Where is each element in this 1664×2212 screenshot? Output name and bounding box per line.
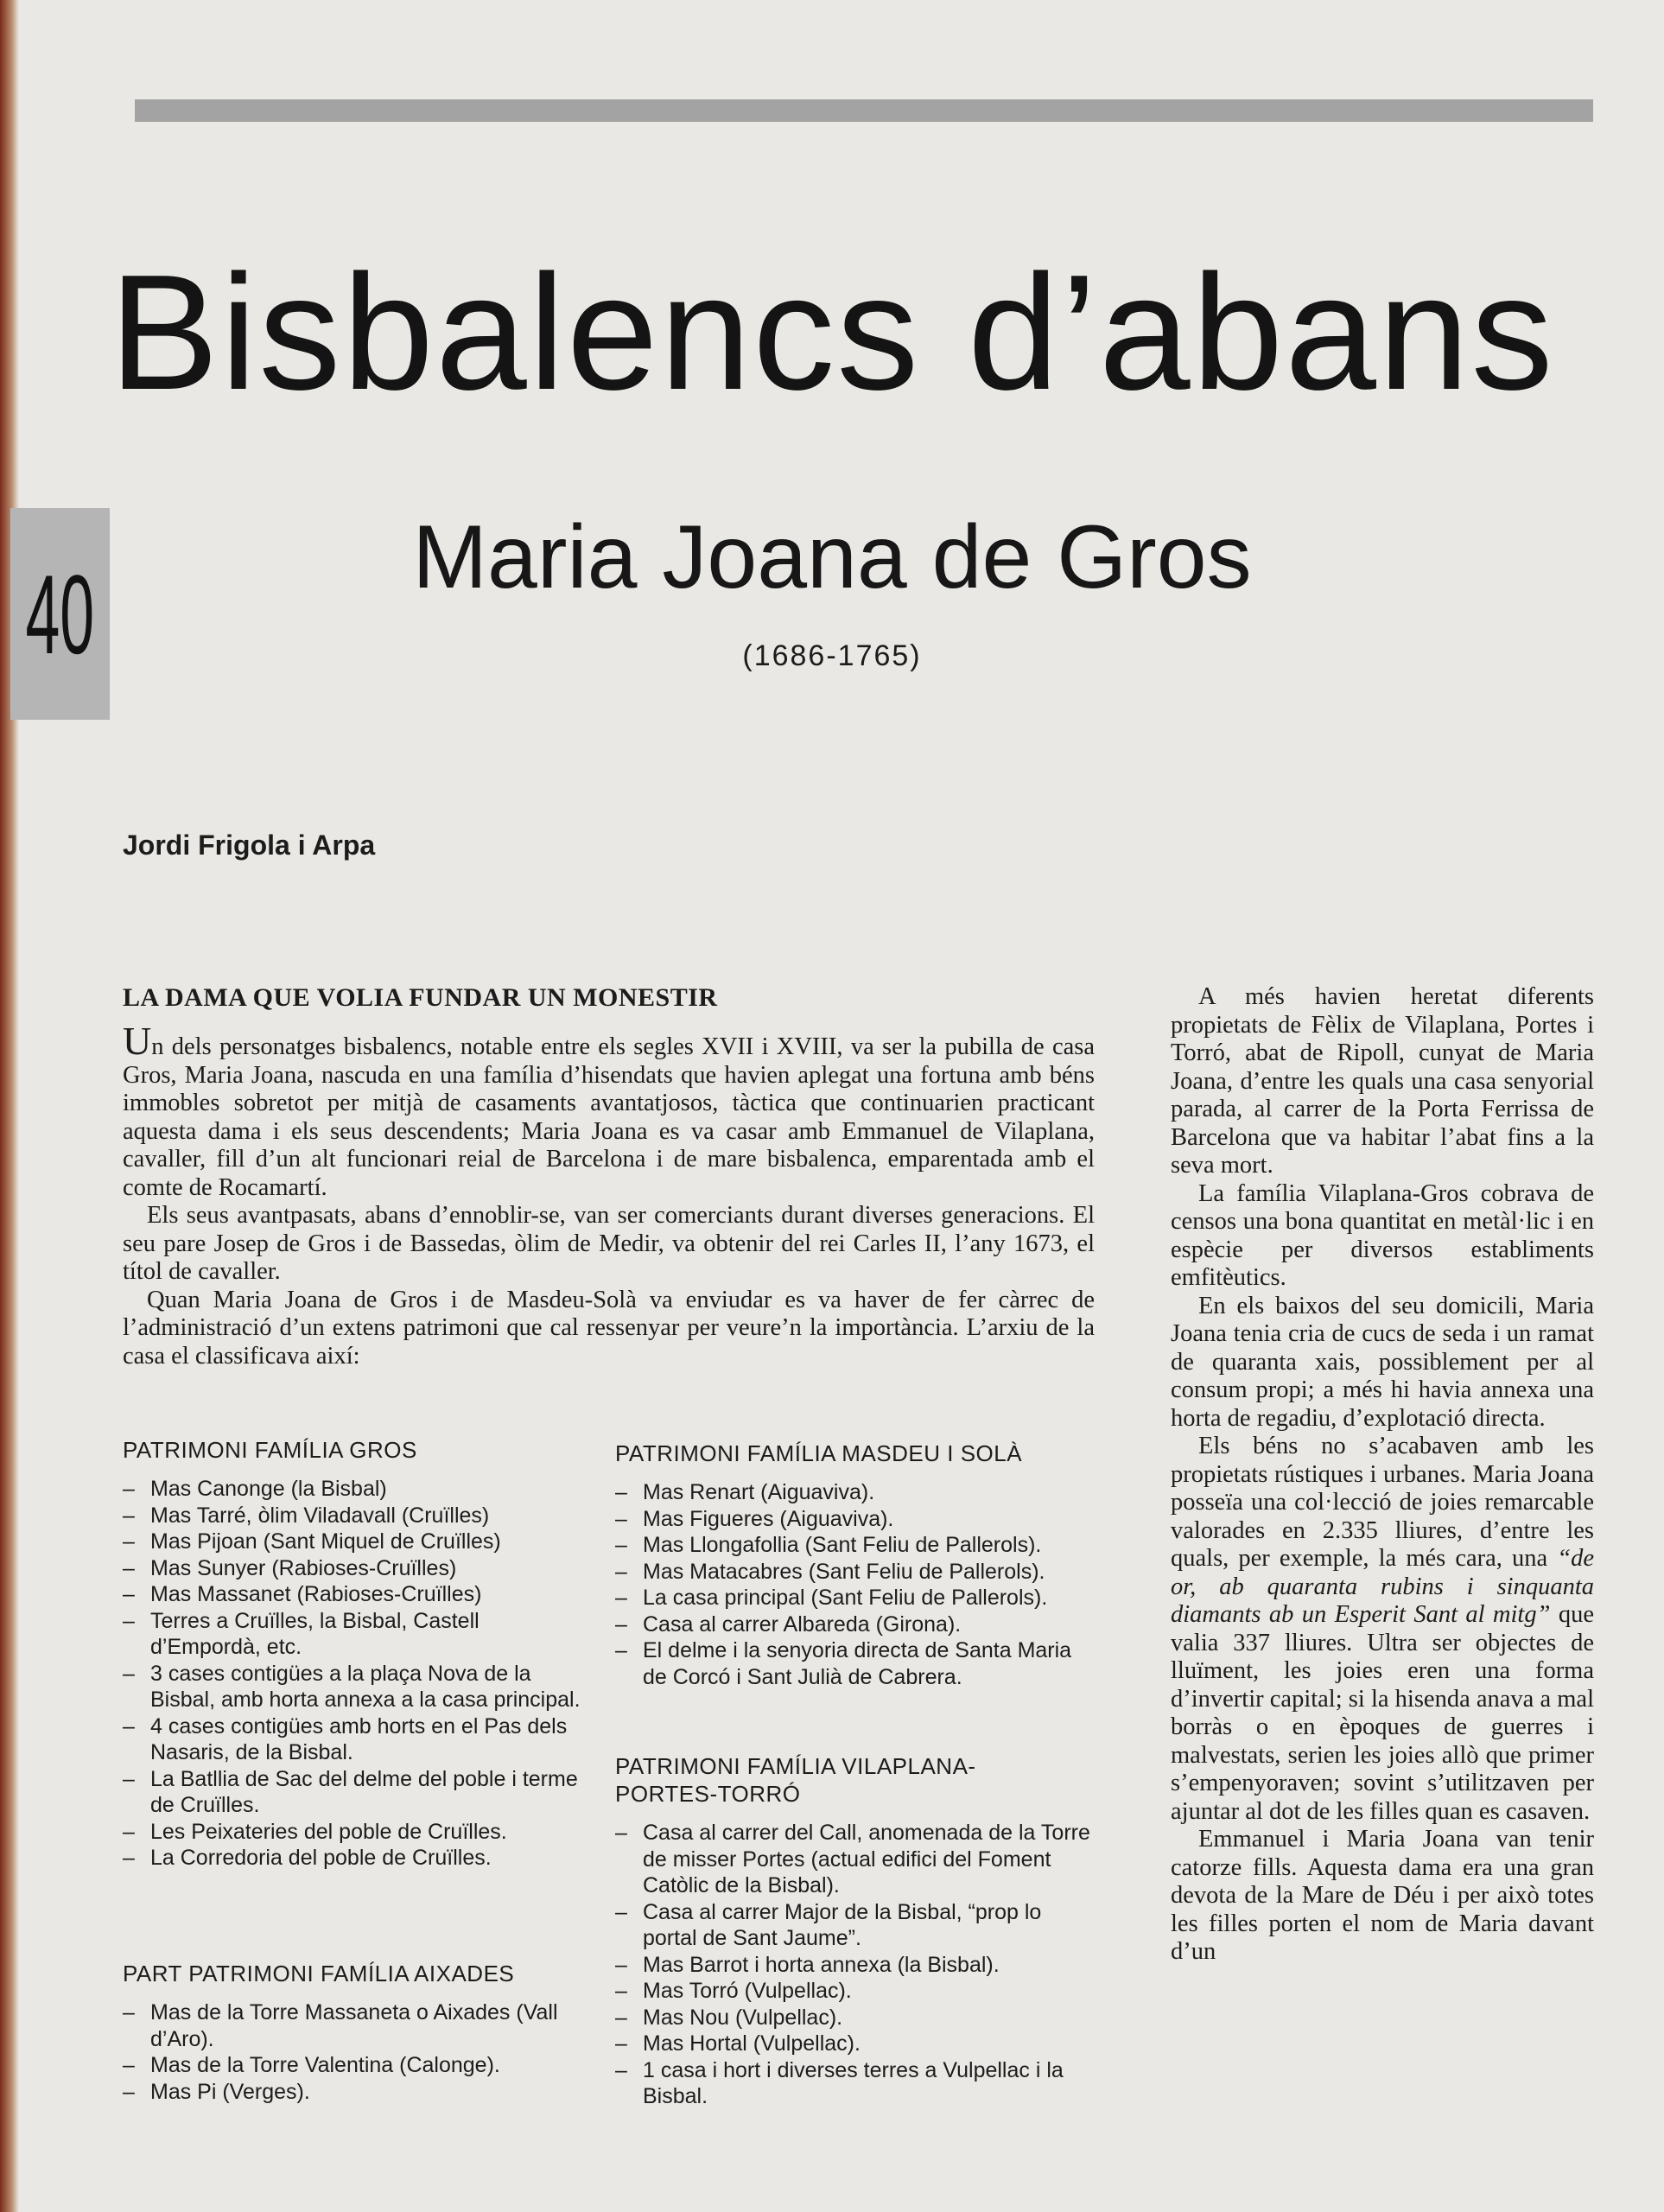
list-item: – Mas de la Torre Massaneta o Aixades (Vall d’Aro). <box>123 1999 589 2052</box>
list-item: – Casa al carrer del Call, anomenada de la Torre de misser Portes (actual edifici del Foment Catòlic de la Bisbal). <box>615 1820 1095 1899</box>
right-paragraph-1: A més havien heretat diferents propietats de Fèlix de Vilaplana, Portes i Torró, abat de Ripoll, cunyat de Maria Joana, d’entre les quals una casa senyorial parada, al carrer de la Porta Ferrissa de Barcelona que va habitar l’abat fins a la seva mort. <box>1171 983 1594 1179</box>
list-aixades <box>123 1960 589 2105</box>
list-item: – La Batllia de Sac del delme del poble i terme de Cruïlles. <box>123 1766 589 1819</box>
author-byline: Jordi Frigola i Arpa <box>123 830 376 861</box>
list-title: PATRIMONI FAMÍLIA MASDEU I SOLÀ <box>615 1440 1023 1466</box>
list-item: – Mas Massanet (Rabioses-Cruïlles) <box>123 1581 589 1608</box>
list-item: – Casa al carrer Albareda (Girona). <box>615 1611 1095 1638</box>
intro-text <box>123 1019 1095 1370</box>
list-title: PART PATRIMONI FAMÍLIA AIXADES <box>123 1961 515 1986</box>
intro-paragraph-3: Quan Maria Joana de Gros i de Masdeu-Solà va enviudar es va haver de fer càrrec de l’administració d’un extens patrimoni que cal ressenyar per veure’n la importància. L’arxiu de la casa el classificava així: <box>123 1286 1095 1370</box>
list-item: – Mas Renart (Aiguaviva). <box>615 1479 1095 1506</box>
drop-cap: U <box>123 1019 152 1063</box>
list-item: – Casa al carrer Major de la Bisbal, “prop lo portal de Sant Jaume”. <box>615 1899 1095 1952</box>
list-item: – Mas Tarré, òlim Viladavall (Cruïlles) <box>123 1503 589 1529</box>
list-masdeu-sola <box>615 1440 1095 1690</box>
jewel-quote: “de or, ab quaranta rubins i sinquanta diamants ab un Esperit Sant al mitg” <box>1171 1545 1594 1628</box>
list-gros <box>123 1436 589 1872</box>
list-item: – Les Peixateries del poble de Cruïlles. <box>123 1819 589 1846</box>
intro-paragraph-1: Un dels personatges bisbalencs, notable entre els segles XVII i XVIII, va ser la pubilla de casa Gros, Maria Joana, nascuda en una família d’hisendats que havien aplegat una fortuna amb béns immobles sobretot per mitjà de casaments avantatjosos, tàctica que continuarien practicant aquesta dama i els seus descendents; Maria Joana es va casar amb Emmanuel de Vilaplana, cavaller, fill d’un alt funcionari reial de Barcelona i de mare bisbalenca, emparentada amb el comte de Rocamartí. <box>123 1019 1095 1201</box>
list-item: – Mas Nou (Vulpellac). <box>615 2005 1095 2031</box>
right-paragraph-4: Els béns no s’acabaven amb les propietats rústiques i urbanes. Maria Joana posseïa una col·lecció de joies remarcable valorades en 2.335 lliures, d’entre les quals, per exemple, la més cara, una “de or, ab quaranta rubins i sinquanta diamants ab un Esperit Sant al mitg” que valia 337 lliures. Ultra ser objectes de lluïment, les joies eren una forma d’invertir capital; si la hisenda anava a mal borràs o en èpoques de guerres i malvestats, serien les joies allò que primer s’empenyoraven; sovint s’utilitzaven per ajuntar al dot de les filles quan es casaven. <box>1171 1433 1594 1825</box>
list-item: – Terres a Cruïlles, la Bisbal, Castell d’Empordà, etc. <box>123 1608 589 1661</box>
list-item: – Mas Sunyer (Rabioses-Cruïlles) <box>123 1555 589 1582</box>
list-item: – Mas Torró (Vulpellac). <box>615 1978 1095 2005</box>
right-paragraph-5: Emmanuel i Maria Joana van tenir catorze fills. Aquesta dama era una gran devota de la Mare de Déu i per això totes les filles porten el nom de Maria davant d’un <box>1171 1826 1594 1965</box>
list-item: – Mas Matacabres (Sant Feliu de Pallerols). <box>615 1559 1095 1586</box>
intro-paragraph-2: Els seus avantpasats, abans d’ennoblir-se, van ser comerciants durant diverses generacions. El seu pare Josep de Gros i de Bassedas, òlim de Medir, va obtenir del rei Carles II, l’any 1673, el títol de cavaller. <box>123 1202 1095 1285</box>
list-item: – Mas Pijoan (Sant Miquel de Cruïlles) <box>123 1529 589 1555</box>
list-item: – Mas Canonge (la Bisbal) <box>123 1476 589 1503</box>
list-item: – Mas de la Torre Valentina (Calonge). <box>123 2052 589 2079</box>
list-item: – La casa principal (Sant Feliu de Pallerols). <box>615 1585 1095 1611</box>
right-paragraph-2: La família Vilaplana-Gros cobrava de censos una bona quantitat en metàl·lic i en espècie per diversos establiments emfitèutics. <box>1171 1179 1594 1291</box>
page-subtitle: Maria Joana de Gros <box>412 507 1252 607</box>
list-item: – Mas Barrot i horta annexa (la Bisbal). <box>615 1952 1095 1979</box>
list-item: – El delme i la senyoria directa de Santa Maria de Corcó i Sant Julià de Cabrera. <box>615 1637 1095 1690</box>
list-item: – 4 cases contigües amb horts en el Pas dels Nasaris, de la Bisbal. <box>123 1713 589 1766</box>
list-item: – 3 cases contigües a la plaça Nova de la Bisbal, amb horta annexa a la casa principal. <box>123 1661 589 1713</box>
list-vilaplana <box>615 1752 1095 2110</box>
page-number-tab <box>10 508 110 720</box>
right-paragraph-3: En els baixos del seu domicili, Maria Joana tenia cria de cucs de seda i un ramat de quaranta xais, possiblement per al consum propi; a més hi havia annexa una horta de regadiu, d’explotació directa. <box>1171 1292 1594 1432</box>
list-item: – Mas Pi (Verges). <box>123 2079 589 2106</box>
list-item: – Mas Figueres (Aiguaviva). <box>615 1506 1095 1533</box>
list-title: PATRIMONI FAMÍLIA GROS <box>123 1437 417 1463</box>
list-item: – Mas Hortal (Vulpellac). <box>615 2031 1095 2057</box>
list-title: PATRIMONI FAMÍLIA VILAPLANA-PORTES-TORRÓ <box>615 1753 976 1807</box>
page-number: 40 <box>25 550 95 677</box>
life-dates: (1686-1765) <box>742 639 922 672</box>
list-item: – Mas Llongafollia (Sant Feliu de Pallerols). <box>615 1532 1095 1559</box>
header-rule <box>135 99 1593 122</box>
list-item: – 1 casa i hort i diverses terres a Vulpellac i la Bisbal. <box>615 2057 1095 2110</box>
right-column-text <box>1171 983 1594 1967</box>
section-heading: LA DAMA QUE VOLIA FUNDAR UN MONESTIR <box>123 983 718 1012</box>
list-item: – La Corredoria del poble de Cruïlles. <box>123 1845 589 1872</box>
page-title: Bisbalencs d’abans <box>109 241 1555 424</box>
